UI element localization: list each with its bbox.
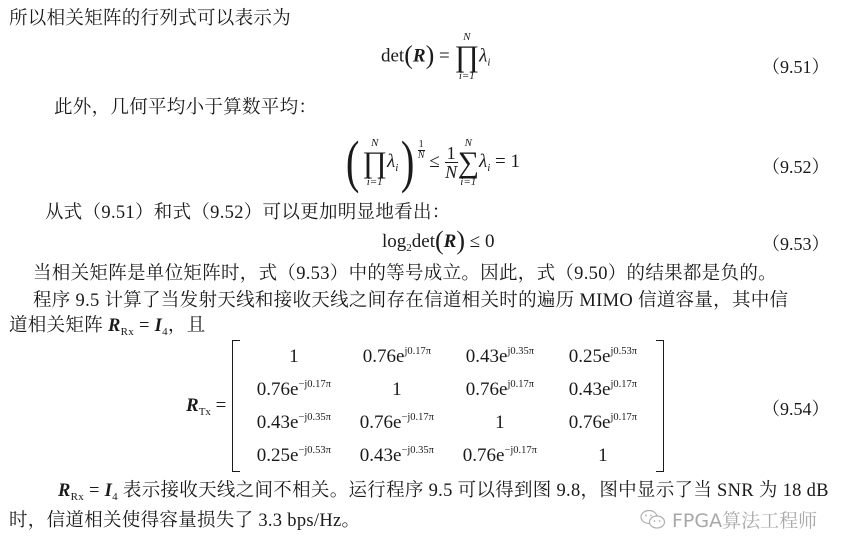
matrix-cell: $0.76e^{-j0.17\pi}$ xyxy=(462,444,537,466)
paragraph-rx-definition: 道相关矩阵 $R_{Rx} = I_4$，且 xyxy=(9,316,206,338)
matrix-cell: $0.43e^{j0.17\pi}$ xyxy=(568,378,638,400)
matrix-cell: 1 xyxy=(495,411,505,433)
exponent-fraction: $\frac{1}{N}$ xyxy=(417,139,425,161)
matrix-cell: $0.25e^{j0.53\pi}$ xyxy=(568,345,638,367)
equation-number-9-54: （9.54） xyxy=(762,399,830,419)
matrix-cell: 1 xyxy=(598,444,608,466)
correlation-matrix xyxy=(240,340,656,472)
paragraph-identity-case: 当相关矩阵是单位矩阵时，式（9.53）中的等号成立。因此，式（9.50）的结果都是负的。 xyxy=(33,264,777,284)
equals-sign: = xyxy=(439,45,450,67)
equation-9-52: ( N ∏ i=1 $\lambda_i$) $\frac{1}{N}$ ≤ $\frac{1}{N}$ N ∑ i=1 $\lambda_i = 1$ xyxy=(345,129,520,194)
matrix-cell: 1 xyxy=(392,378,402,400)
matrix-cell: $0.43e^{-j0.35\pi}$ xyxy=(256,411,331,433)
matrix-cell: $0.43e^{-j0.35\pi}$ xyxy=(359,444,434,466)
det-operator: det xyxy=(381,45,405,67)
paragraph-program-9-5: 程序 9.5 计算了当发射天线和接收天线之间存在信道相关时的遍历 MIMO 信道容量，其中信 xyxy=(33,291,789,311)
equation-number-9-51: （9.51） xyxy=(762,57,830,77)
sum-operator: N ∑ i=1 xyxy=(457,136,479,188)
right-bracket xyxy=(656,340,664,472)
equation-number-9-52: （9.52） xyxy=(762,157,830,177)
paragraph-intro: 所以相关矩阵的行列式可以表示为 xyxy=(9,9,292,29)
matrix-label: $R_{Tx}$ = xyxy=(186,394,227,418)
left-bracket xyxy=(232,340,240,472)
equation-9-51: det(R) = N ∏ i=1 $\lambda_i$ xyxy=(381,31,491,82)
matrix-cell: $0.76e^{j0.17\pi}$ xyxy=(362,345,432,367)
matrix-cell: 1 xyxy=(289,345,299,367)
paragraph-comparison: 从式（9.51）和式（9.52）可以更加明显地看出： xyxy=(45,203,451,223)
paragraph-geometric-mean: 此外，几何平均小于算数平均： xyxy=(54,98,318,118)
watermark xyxy=(640,506,817,533)
fraction: $\frac{1}{N}$ xyxy=(445,143,458,183)
wechat-icon xyxy=(640,509,666,531)
matrix-symbol: R xyxy=(412,45,426,67)
matrix-cell: $0.76e^{j0.17\pi}$ xyxy=(568,411,638,433)
matrix-cell: $0.43e^{j0.35\pi}$ xyxy=(465,345,535,367)
equation-9-54 xyxy=(186,340,664,472)
paragraph-result: $R_{Rx} = I_4$ 表示接收天线之间不相关。运行程序 9.5 可以得到图 9.8，图中显示了当 SNR 为 18 dB xyxy=(58,481,829,503)
paragraph-capacity-loss: 时，信道相关使得容量损失了 3.3 bps/Hz。 xyxy=(9,511,361,531)
watermark-text: FPGA算法工程师 xyxy=(672,510,818,532)
matrix-cell: $0.76e^{-j0.17\pi}$ xyxy=(256,378,331,400)
product-operator: N ∏ i=1 xyxy=(362,136,388,188)
product-operator: N ∏ i=1 xyxy=(454,31,480,82)
equation-number-9-53: （9.53） xyxy=(762,234,830,254)
matrix-cell: $0.76e^{j0.17\pi}$ xyxy=(465,378,535,400)
equation-9-53: $\log_2\det(R) \le 0$ xyxy=(382,226,495,255)
matrix-cell: $0.25e^{-j0.53\pi}$ xyxy=(256,444,331,466)
matrix-cell: $0.76e^{-j0.17\pi}$ xyxy=(359,411,434,433)
leq-sign: ≤ xyxy=(429,151,440,172)
